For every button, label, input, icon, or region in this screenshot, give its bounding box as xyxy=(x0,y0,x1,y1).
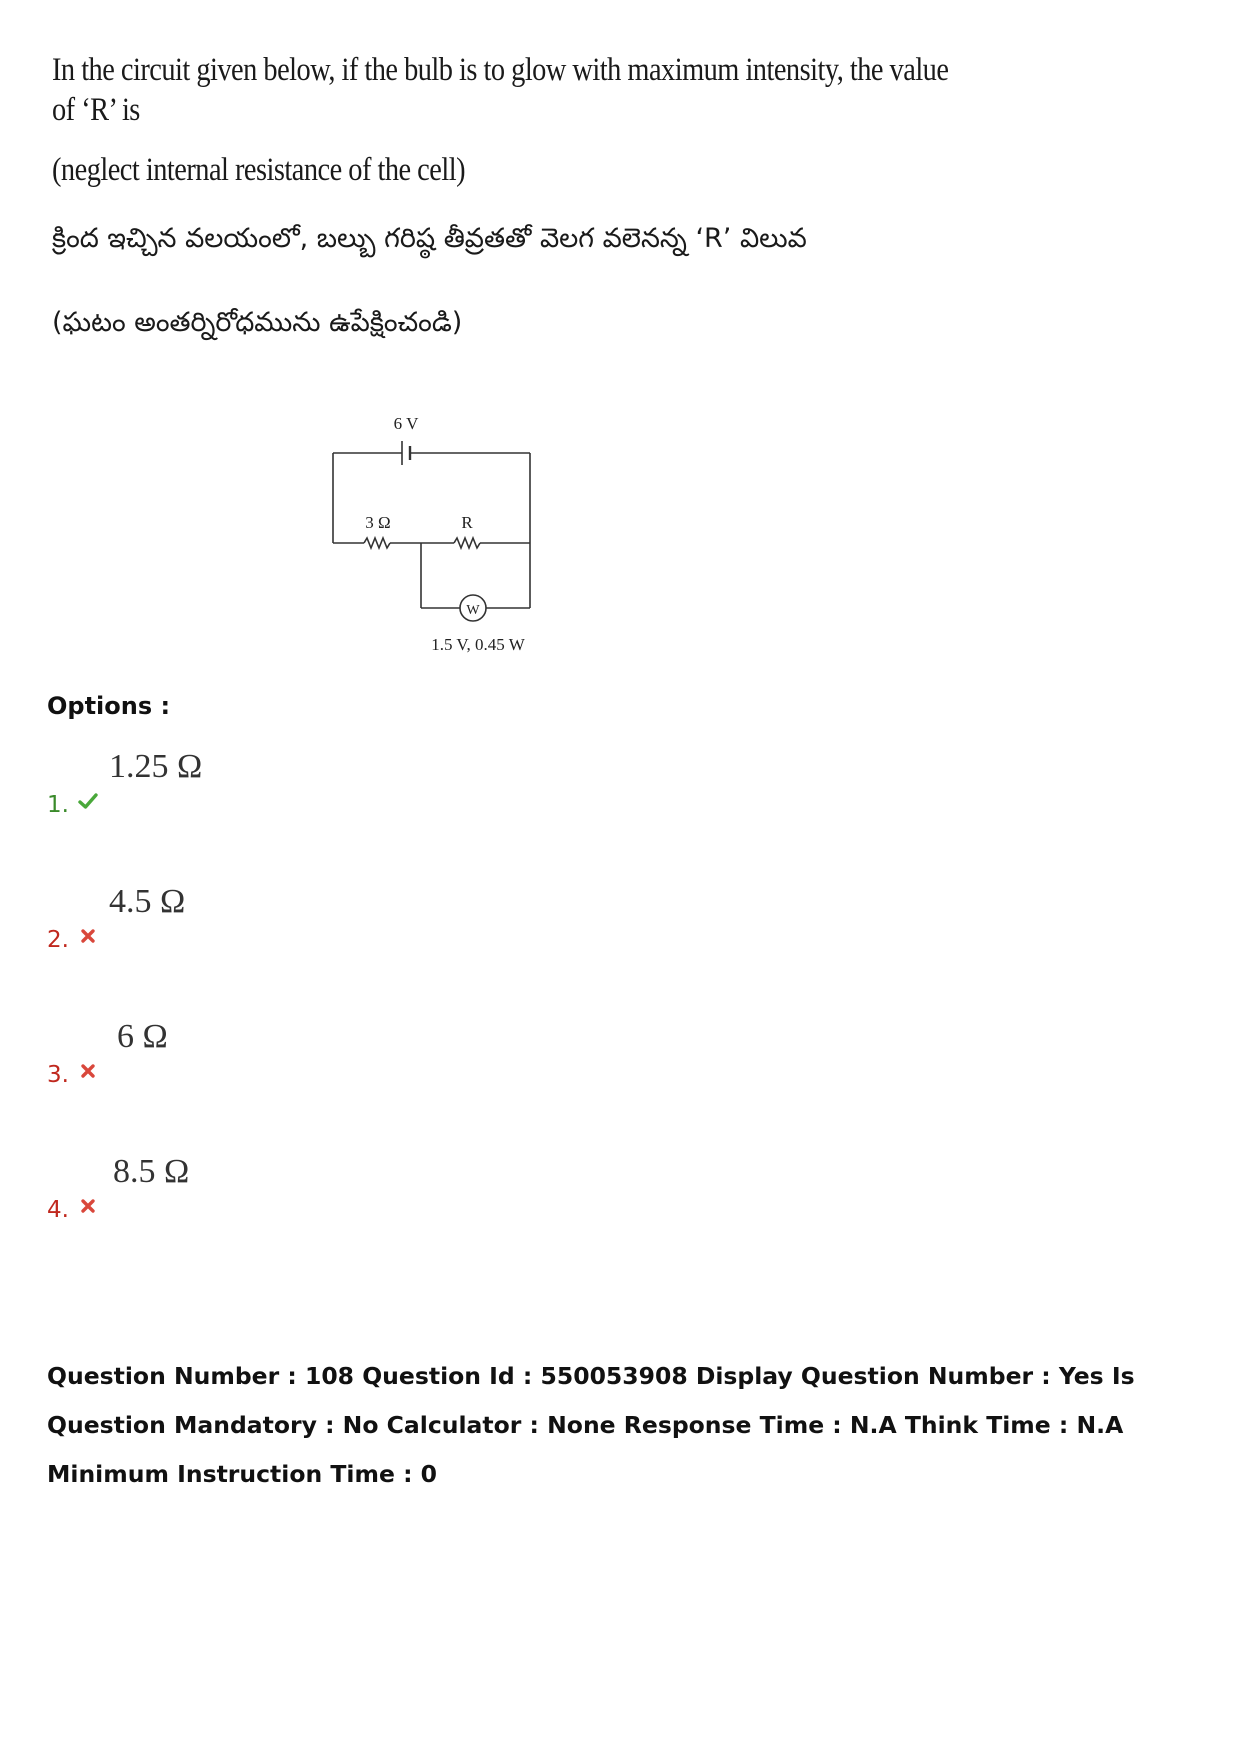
option-3-value: 6 Ω xyxy=(117,1018,168,1055)
question-english-line-2: of ‘R’ is xyxy=(52,92,140,128)
question-telugu-note: (ఘటం అంతర్నిరోధమును ఉపేక్షించండి) xyxy=(52,307,463,338)
option-4 xyxy=(47,1153,447,1223)
resistor-3-ohm xyxy=(364,538,390,548)
bulb-rating-label: 1.5 V, 0.45 W xyxy=(431,635,525,654)
option-1-value: 1.25 Ω xyxy=(109,748,203,785)
resistor-3-ohm-label: 3 Ω xyxy=(365,513,391,532)
option-1-number: 1. xyxy=(47,792,69,818)
cross-icon xyxy=(77,925,99,947)
question-english-line-1: In the circuit given below, if the bulb is to glow with maximum intensity, the value xyxy=(52,52,949,88)
option-1 xyxy=(47,748,447,818)
question-telugu-line-1: క్రింద ఇచ్చిన వలయంలో, బల్బు గరిష్ఠ తీవ్రతతో వెలగ వలెనన్న ‘R’ విలువ xyxy=(52,223,807,254)
option-4-number: 4. xyxy=(47,1197,69,1223)
option-2-number: 2. xyxy=(47,927,69,953)
question-english-note: (neglect internal resistance of the cell) xyxy=(52,152,466,188)
bulb-symbol: W xyxy=(466,603,480,618)
question-metadata: Question Number : 108 Question Id : 550053908 Display Question Number : Yes Is Question Mandatory : No Calculator : None Response Time : N.A Think Time : N.A Minimum Instruction Time : 0 xyxy=(47,1362,1135,1488)
battery-label: 6 V xyxy=(393,414,419,433)
circuit-diagram xyxy=(318,410,548,670)
options-heading: Options : xyxy=(47,692,171,720)
option-3-number: 3. xyxy=(47,1062,69,1088)
cross-icon xyxy=(77,1060,99,1082)
option-4-value: 8.5 Ω xyxy=(113,1153,190,1190)
option-2 xyxy=(47,883,447,953)
resistor-r-label: R xyxy=(461,513,473,532)
option-2-value: 4.5 Ω xyxy=(109,883,186,920)
cross-icon xyxy=(77,1195,99,1217)
option-3 xyxy=(47,1018,447,1088)
resistor-r xyxy=(454,538,480,548)
check-icon xyxy=(77,790,99,812)
